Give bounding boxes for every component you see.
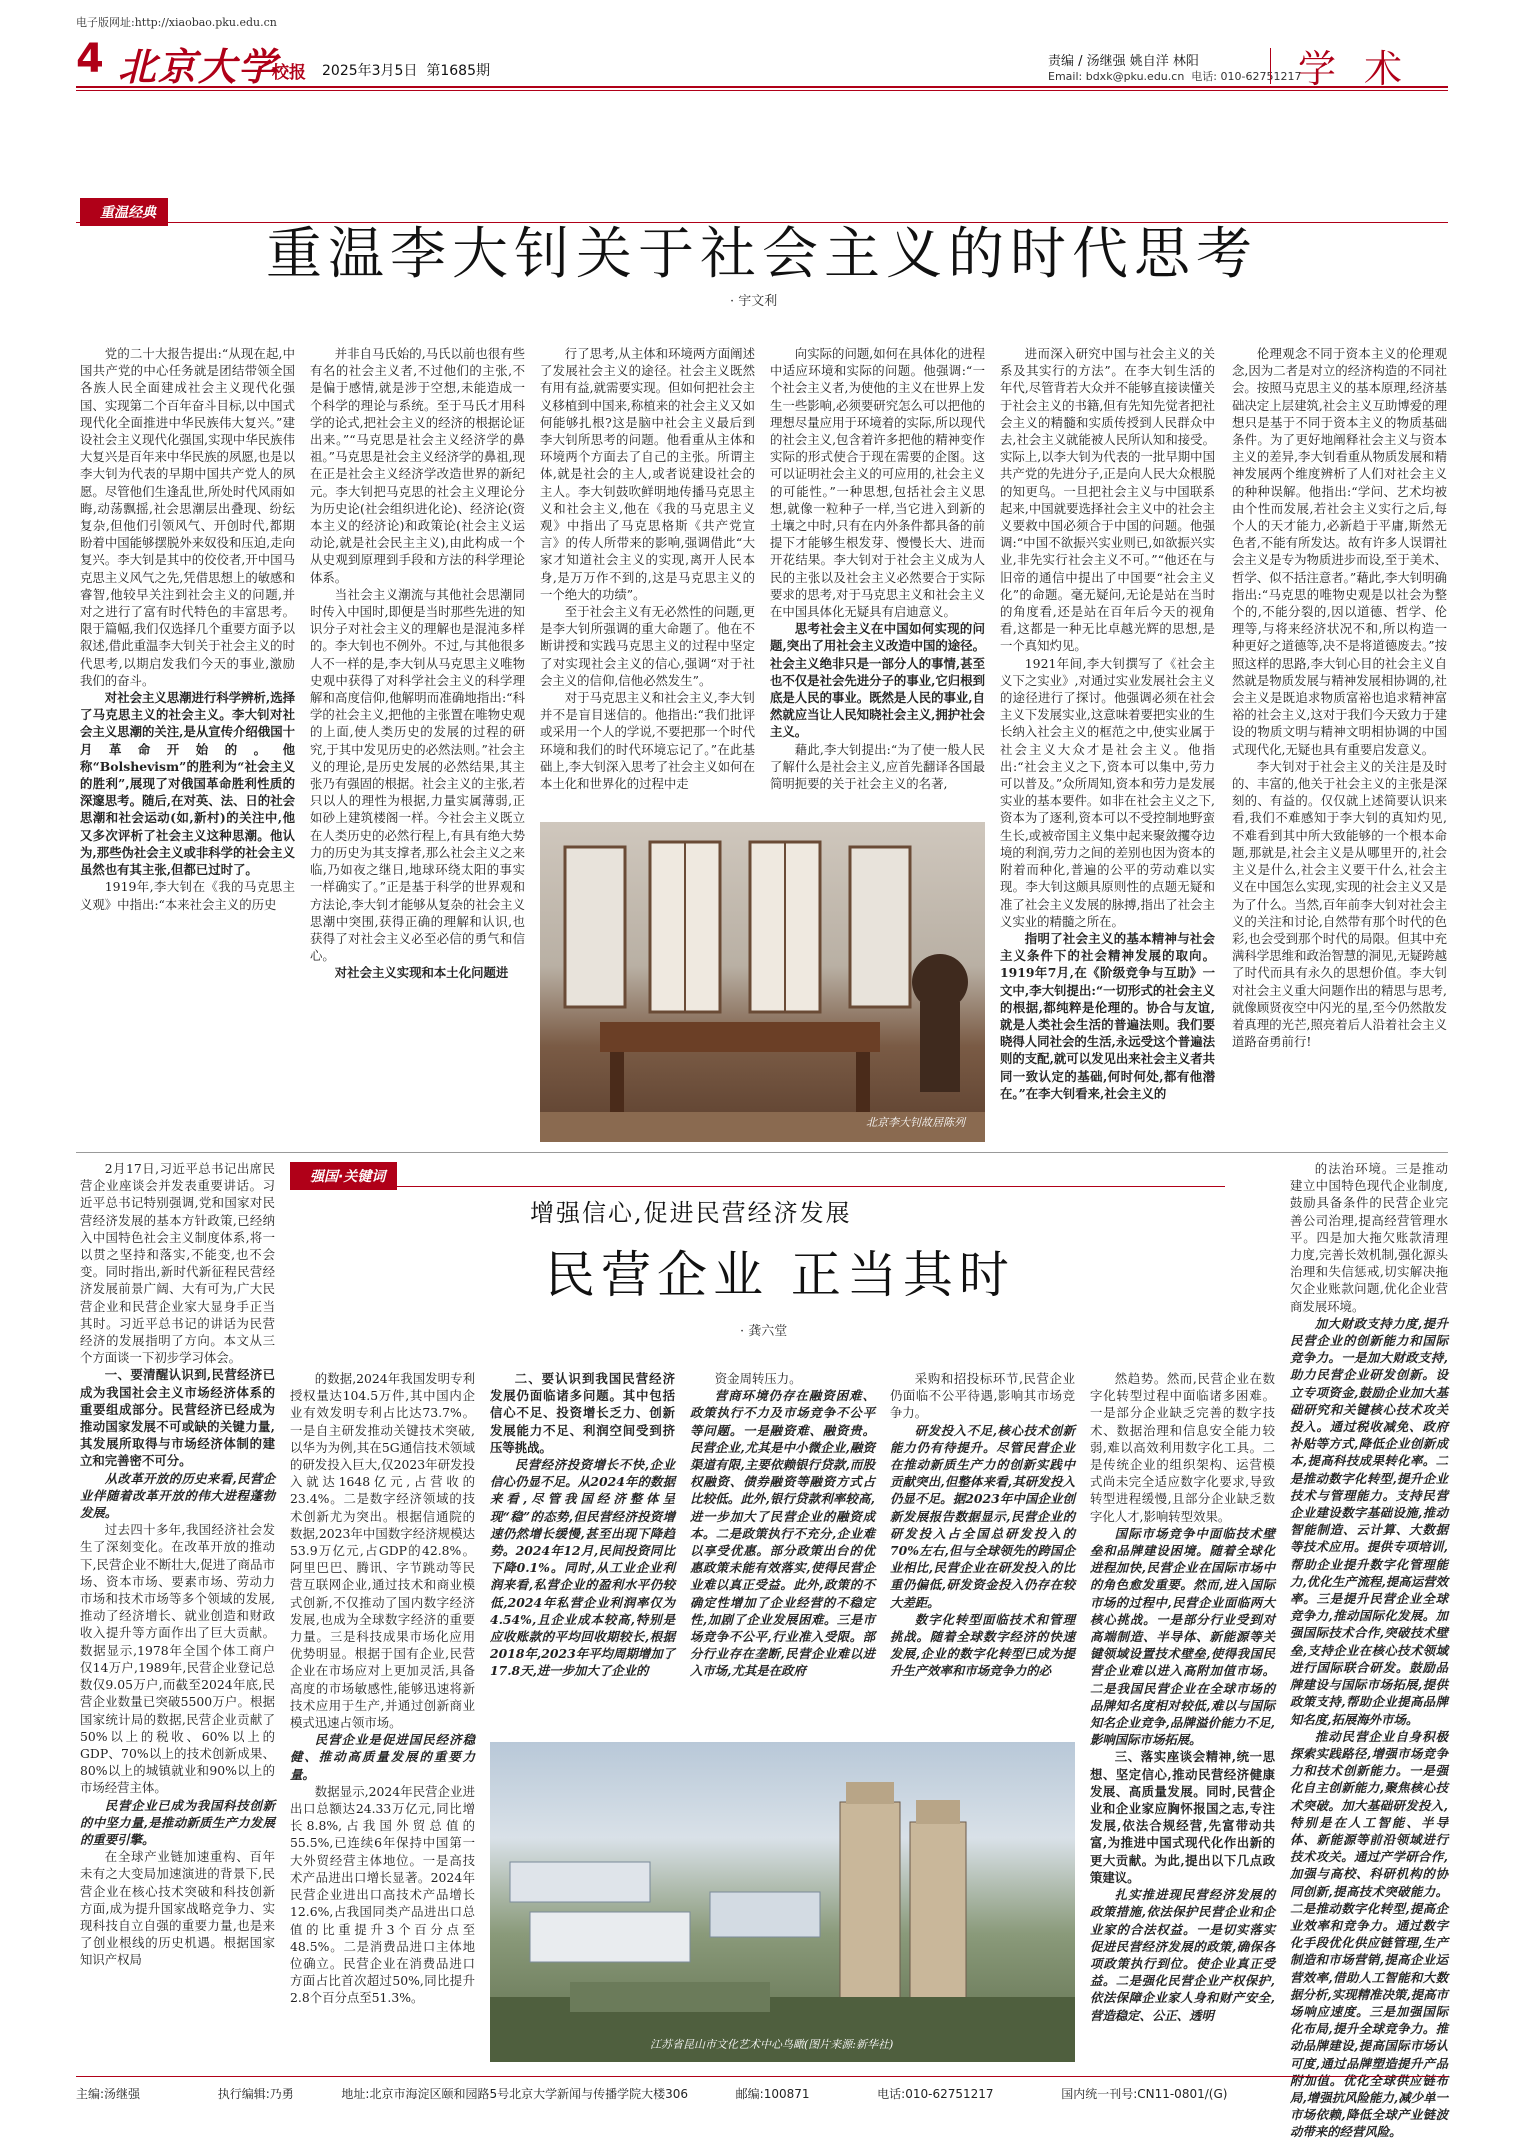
paragraph: 1921年间,李大钊撰写了《社会主义下之实业》,对通过实业发展社会主义的途径进行了探讨。他强调必须在社会主义下发展实业,这意味着要把实业的生长纳入社会主义的框范之中,使实业属于社会主义大众才是社会主义。他指出:“社会主义之下,资本可以集中,劳力可以普及。”众所周知,资本和劳力是发展实业的基本要件。如非在社会主义之下,资本为了逐利,资本可以不受控制地野蛮生长,或被帝国主义集中起来聚敛攫夺边境的利润,劳力之间的差别也因为资本的附着而种化,普遍的公平的劳动难以实现。李大钊这颇具原则性的点题无疑和准了社会主义发展的脉搏,指出了社会主义实业的精髓之所在。 xyxy=(1000,655,1215,929)
issue-number: 第1685期 xyxy=(426,63,490,79)
article2-photo xyxy=(490,1742,1075,2062)
article1-col5 xyxy=(1000,345,1215,1102)
paragraph: 向实际的问题,如何在具体化的进程中适应环境和实际的问题。他强调:“一个社会主义者,为使他的主义在世界上发生一些影响,必须要研究怎么可以把他的理想尽量应用于环境着的实际,所以现代的社会主义,包含着许多把他的精神变作实际的形式使合于现在需要的企图。这可以证明社会主义的可应用的,社会主义的可能性。”一种思想,包括社会主义思想,就像一粒种子一样,当它进入到新的土壤之中时,只有在内外条件都具备的前提下才能够生根发芽、慢慢长大、进而开花结果。李大钊对于社会主义成为人民的主张以及社会主义必然要合于实际要求的思考,对于马克思主义和社会主义在中国具体化无疑具有启迪意义。 xyxy=(770,346,985,620)
paragraph: 营商环境仍存在融资困难、政策执行不力及市场竞争不公平等问题。一是融资难、融资贵。民营企业,尤其是中小微企业,融资渠道有限,主要依赖银行贷款,而股权融资、债券融资等融资方式占比较低。此外,银行贷款利率较高,进一步加大了民营企业的融资成本。二是政策执行不充分,企业难以享受优惠。部分政策出台的优惠政策未能有效落实,使得民营企业难以真正受益。此外,政策的不确定性增加了企业经营的不稳定性,加剧了企业发展困难。三是市场竞争不公平,行业准入受限。部分行业存在垄断,民营企业难以进入市场,尤其是在政府 xyxy=(690,1388,875,1679)
paragraph: 对社会主义实现和本土化问题进 xyxy=(334,965,509,981)
paragraph: 1919年,李大钊在《我的马克思主义观》中指出:“本来社会主义的历史 xyxy=(80,879,295,912)
footer xyxy=(76,2085,1448,2102)
paragraph: 过去四十多年,我国经济社会发生了深刻变化。在改革开放的推动下,民营企业不断壮大,促进了商品市场、资本市场、要素市场、劳动力市场和技术市场等多个领域的发展,推动了经济增长、就业创造和财政收入提升等方面作出了巨大贡献。数据显示,1978年全国个体工商户仅14万户,1989年,民营企业登记总数仅9.05万户,而截至2024年底,民营企业数量已突破5500万户。根据国家统计局的数据,民营企业贡献了50%以上的税收、60%以上的GDP、70%以上的技术创新成果、80%以上的城镇就业和90%以上的市场经营主体。 xyxy=(80,1522,275,1796)
paragraph: 加大财政支持力度,提升民营企业的创新能力和国际竞争力。一是加大财政支持,助力民营企业研发创新。设立专项资金,鼓励企业加大基础研究和关键核心技术攻关投入。通过税收减免、政府补贴等方式,降低企业创新成本,提高科技成果转化率。二是推动数字化转型,提升企业技术与管理能力。支持民营企业建设数字基础设施,推动智能制造、云计算、大数据等技术应用。提供专项培训,帮助企业提升数字化管理能力,优化生产流程,提高运营效率。三是提升民营企业全球竞争力,推动国际化发展。加强国际技术合作,突破技术壁垒,支持企业在核心技术领域进行国际联合研发。鼓励品牌建设与国际市场拓展,提供政策支持,帮助企业提高品牌知名度,拓展海外市场。 xyxy=(1290,1315,1448,1727)
article1-col1 xyxy=(80,345,295,913)
paragraph: 推动民营企业自身积极探索实践路径,增强市场竞争力和技术创新能力。一是强化自主创新能力,聚焦核心技术突破。加大基础研发投入,特别是在人工智能、半导体、新能源等前沿领域进行技术攻关。通过产学研合作,加强与高校、科研机构的协同创新,提高技术突破能力。二是推动数字化转型,提高企业效率和竞争力。通过数字化手段优化供应链管理,生产制造和市场营销,提高企业运营效率,借助人工智能和大数据分析,实现精准决策,提高市场响应速度。三是加强国际化布局,提升全球竞争力。推动品牌建设,提高国际市场认可度,通过品牌塑造提升产品附加值。优化全球供应链布局,增强抗风险能力,减少单一市场依赖,降低全球产业链波动带来的经营风险。 xyxy=(1290,1728,1448,2140)
paragraph: 采购和招投标环节,民营企业仍面临不公平待遇,影响其市场竞争力。 xyxy=(890,1371,1075,1421)
article2-col1 xyxy=(80,1160,275,1969)
masthead-divider xyxy=(1270,48,1271,84)
paragraph: 李大钊对于社会主义的关注是及时的、丰富的,他关于社会主义的主张是深刻的、有益的。仅仅就上述简要认识来看,我们不难感知于李大钊的真知灼见,不难看到其中所大致能够的一个根本命题,那就是,社会主义是从哪里开的,社会主义是什么,社会主义要干什么,社会主义在中国怎么实现,实现的社会主义又是为了什么。当然,百年前李大钊对社会主义的关注和讨论,自然带有那个时代的色彩,也会受到那个时代的局限。但其中充满科学思维和政治智慧的洞见,无疑跨越了时代而具有永久的思想价值。李大钊对社会主义重大问题作出的精思与思考,就像顾贤夜空中闪光的星,至今仍然散发着真理的光芒,照亮着后人沿着社会主义道路奋勇前行! xyxy=(1232,758,1447,1050)
city-aerial-illustration xyxy=(490,1742,1075,2062)
paper-logo: 北京大学 xyxy=(118,44,279,89)
footer-executive-editor: 执行编辑:乃勇 xyxy=(217,2087,294,2101)
article1-photo-caption: 北京李大钊故居陈列 xyxy=(866,1116,965,1129)
page-editors: 责编 / 汤继强 姚自洋 林阳 xyxy=(1048,54,1199,69)
paragraph: 的数据,2024年我国发明专利授权量达104.5万件,其中国内企业有效发明专利占比达73.7%。一是自主研发推动关键技术突破,以华为为例,其在5G通信技术领域的研发投入巨大,仅2023年研发投入就达1648亿元,占营收的23.4%。二是数字经济领域的技术创新尤为突出。根据信通院的数据,2023年中国数字经济规模达53.9万亿元,占GDP的42.8%。阿里巴巴、腾讯、字节跳动等民营互联网企业,通过技术和商业模式创新,不仅推动了国内数字经济发展,也成为全球数字经济的重要力量。三是科技成果市场化应用优势明显。根据于国有企业,民营企业在市场应对上更加灵活,具备高度的市场敏感性,能够迅速将新技术应用于生产,并通过创新商业模式迅速占领市场。 xyxy=(290,1371,475,1731)
masthead-rule xyxy=(76,86,1448,88)
article2-subtitle: 增强信心,促进民营经济发展 xyxy=(530,1199,852,1227)
paragraph: 进而深入研究中国与社会主义的关系及其实行的方法”。在李大钊生活的年代,尽管背若大众并不能够直接读懂关于社会主义的书籍,但有先知先觉者把社会主义的精髓和实质传授到人民群众中去,社会主义就能被人民所认知和接受。实际上,以李大钊为代表的一批早期中国共产党的先进分子,正是向人民大众根脱的知更鸟。一旦把社会主义与中国联系起来,中国就要选择社会主义中的社会主义要救中国必须合于中国的问题。他强调:“中国不欲振兴实业则已,如欲振兴实业,非先实行社会主义不可。”“他还在与旧帝的通信中提出了中国要“社会主义化”的命题。毫无疑问,无论是站在当时的角度看,还是站在百年后今天的视角看,这都是一种无比卓越光辉的思想,是一个真知灼见。 xyxy=(1000,346,1215,654)
article2-col4 xyxy=(690,1370,875,1680)
paragraph: 国际市场竞争中面临技术壁垒和品牌建设困境。随着全球化进程加快,民营企业在国际市场中的角色愈发重要。然而,进入国际市场的过程中,民营企业面临两大核心挑战。一是部分行业受到对高端制造、半导体、新能源等关键领域设置技术壁垒,使得我国民营企业难以进入高附加值市场。二是我国民营企业在全球市场的品牌知名度相对较低,难以与国际知名企业竞争,品牌溢价能力不足,影响国际市场拓展。 xyxy=(1090,1525,1275,1748)
dateline xyxy=(322,60,490,80)
article2-tag-rule xyxy=(290,1186,1225,1187)
paragraph: 行了思考,从主体和环境两方面阐述了发展社会主义的途径。社会主义既然有用有益,就需要实现。但如何把社会主义移植到中国来,称植来的社会主义又如何能够扎根?这是脑中社会主义最后到李大钊所思考的问题。他看重从主体和环境两个方面去了自己的主张。所谓主体,就是社会的主人,或者说建设社会的主人。李大钊鼓吹鲜明地传播马克思主义和社会主义,他在《我的马克思主义观》中指出了马克思格斯《共产党宣言》的传人所带来的影响,强调借此“大家才知道社会主义的实现,离开人民本身,是万万作不到的,这是马克思主义的一个绝大的功绩”。 xyxy=(540,346,755,602)
article1-author: · 宇文利 xyxy=(730,294,778,309)
article1-title: 重温李大钊关于社会主义的时代思考 xyxy=(266,222,1258,287)
paper-type: 校报 xyxy=(272,63,306,83)
article1-tag: 重温经典 xyxy=(80,198,168,226)
page-number: 4 xyxy=(76,36,104,82)
paragraph: 研发投入不足,核心技术创新能力仍有待提升。尽管民营企业在推动新质生产力的创新实践中贡献突出,但整体来看,其研发投入仍显不足。据2023年中国企业创新发展报告数据显示,民营企业的研发投入占全国总研发投入的70%左右,但与全球领先的跨国企业相比,民营企业在研发投入的比重仍偏低,研发资金投入仍存在较大差距。 xyxy=(890,1422,1075,1610)
article2-col3 xyxy=(490,1370,675,1680)
paragraph: 思考社会主义在中国如何实现的问题,突出了用社会主义改造中国的途径。社会主义绝非只是一部分人的事情,甚至也不仅是社会先进分子的事业,它归根到底是人民的事业。既然是人民的事业,自然就应当让人民知晓社会主义,拥护社会主义。 xyxy=(770,621,985,740)
paragraph: 指明了社会主义的基本精神与社会主义条件下的社会精神发展的取向。1919年7月,在《阶级竞争与互助》一文中,李大钊提出:“一切形式的社会主义的根据,都纯粹是伦理的。协合与友谊,就是人类社会生活的普遍法则。我们要晓得人同社会的生活,永远受这个普遍法则的支配,就可以发见出来社会主义者共同一致认定的基础,何时何处,都有他潜在。”在李大钊看来,社会主义的 xyxy=(1000,930,1215,1101)
footer-phone: 电话:010-62751217 xyxy=(877,2087,994,2101)
paragraph: 数据显示,2024年民营企业进出口总额达24.33万亿元,同比增长8.8%,占我国外贸总值的55.5%,已连续6年保持中国第一大外贸经营主体地位。一是高技术产品进出口增长显著。2024年民营企业进出口高技术产品增长12.6%,占我国同类产品进出口总值的比重提升3个百分点至48.5%。二是消费品进口主体地位确立。民营企业在消费品进口方面占比首次超过50%,同比提升2.8个百分点至51.3%。 xyxy=(290,1783,475,2006)
paragraph: 并非自马氏始的,马氏以前也很有些有名的社会主义者,不过他们的主张,不是偏于感情,就是涉于空想,未能造成一个科学的理论与系统。至于马氏才用科学的论式,把社会主义的经济的根据论证出来。”“马克思是社会主义经济学的鼻祖。”马克思是社会主义经济学的鼻祖,现在正是社会主义经济学改造世界的新纪元。李大钊把马克思的社会主义理论分为历史论(社会组织进化论)、经济论(资本主义的经济论)和政策论(社会主义运动论,就是社会民主主义),由此构成一个从史观到原理到手段和方法的科学理论体系。 xyxy=(310,346,525,585)
paragraph: 在全球产业链加速重构、百年未有之大变局加速演进的背景下,民营企业在核心技术突破和科技创新方面,成为提升国家战略竞争力、实现科技自立自强的重要力量,也是来了创业根线的历史机遇。根据国家知识产权局 xyxy=(80,1849,275,1968)
article2-title: 民营企业 正当其时 xyxy=(545,1246,1015,1304)
paragraph: 至于社会主义有无必然性的问题,更是李大钊所强调的重大命题了。他在不断讲授和实践马克思主义的过程中坚定了对实现社会主义的信心,强调“对于社会主义的信仰,信他必然发生”。 xyxy=(540,604,755,688)
paragraph: 一、要清醒认识到,民营经济已成为我国社会主义市场经济体系的重要组成部分。民营经济已经成为推动国家发展不可或缺的关键力量,其发展所取得与市场经济体制的建立和完善密不可分。 xyxy=(80,1367,275,1469)
article1-col2 xyxy=(310,345,525,982)
paragraph: 数字化转型面临技术和管理挑战。随着全球数字经济的快速发展,企业的数字化转型已成为提升生产效率和市场竞争力的必 xyxy=(890,1611,1075,1679)
article2-col2 xyxy=(290,1370,475,2007)
paragraph: 民营经济投资增长不快,企业信心仍显不足。从2024年的数据来看,尽管我国经济整体呈现“稳”的态势,但民营经济投资增速仍然增长缓慢,甚至出现下降趋势。2024年12月,民间投资同比下降0.1%。同时,从工业企业利润来看,私营企业的盈利水平仍较低,2024年私营企业利润率仅为4.54%,且企业成本较高,特别是应收账款的平均回收期较长,根据2018年,2023年平均周期增加了17.8天,进一步加大了企业的 xyxy=(490,1457,675,1679)
page-contact xyxy=(1048,68,1301,84)
article2-col7 xyxy=(1290,1160,1448,2141)
paragraph: 伦理观念不同于资本主义的伦理观念,因为二者是对立的经济构造的不同社会。按照马克思主义的基本原理,经济基础决定上层建筑,社会主义互助博爱的理想只是基于不同于资本主义的物质基础条件。为了更好地阐释社会主义与资本主义的差异,李大钊看重从物质发展和精神发展两个维度辨析了人们对社会主义的种种误解。他指出:“学问、艺术均被由个性而发展,若社会主义实行之后,每个人的天才能力,必新趋于平庸,斯然无色者,不能有所发达。故有许多人误谓社会主义是专为物质进步而设,至于美术、哲学、似不括注意者。”藉此,李大钊明确指出:“马克思的唯物史观是以社会为整个的,不能分裂的,因以道德、哲学、伦理等,与将来经济状况不和,所以构造一种更好之道德等,决不是将道德废去。”按照这样的思路,李大钊心目的社会主义自然就是物质发展与精神发展相协调的,社会主义是既追求物质富裕也追求精神富裕的社会主义,这对于我们今天致力于建设的物质文明与精神文明相协调的中国式现代化,无疑也具有重要启发意义。 xyxy=(1232,346,1447,757)
paragraph: 的法治环境。三是推动建立中国特色现代企业制度,鼓励具备条件的民营企业完善公司治理,提高经营管理水平。四是加大拖欠账款清理力度,完善长效机制,强化源头治理和失信惩戒,切实解决拖欠企业账款问题,优化企业营商发展环境。 xyxy=(1290,1161,1448,1314)
footer-address: 地址:北京市海淀区颐和园路5号北京大学新闻与传播学院大楼306 xyxy=(341,2087,688,2101)
paragraph: 民营企业是促进国民经济稳健、推动高质量发展的重要力量。 xyxy=(290,1732,475,1782)
paragraph: 当社会主义潮流与其他社会思潮同时传入中国时,即便是当时那些先进的知识分子对社会主义的理解也是混沌多样的。李大钊也不例外。不过,与其他很多人不一样的是,李大钊从马克思主义唯物史观中获得了对科学社会主义的科学理解和高度信仰,他解明而准确地指出:“科学的社会主义,把他的主张置在唯物史观的上面,使人类历史的发展的过程的研究,于其中发见历史的必然法则。”社会主义的理论,是历史发展的必然结果,其主张乃有强固的根据。社会主义的主张,若只以人的理性为根据,力量实属薄弱,正如砂上建筑楼阁一样。今社会主义既立在人类历史的必然行程上,有具有绝大势力的历史为其支撑者,那么社会主义之来临,乃如夜之继日,地球环绕太阳的事实一样确实了。”正是基于科学的世界观和方法论,李大钊才能够从复杂的社会主义思潮中突围,获得正确的理解和认识,也获得了对社会主义必至必信的勇气和信心。 xyxy=(310,586,525,964)
study-room-illustration xyxy=(540,822,985,1142)
footer-issn: 国内统一刊号:CN11-0801/(G) xyxy=(1061,2087,1228,2101)
contact-email: Email: bdxk@pku.edu.cn xyxy=(1048,70,1185,83)
footer-chief-editor: 主编:汤继强 xyxy=(76,2087,141,2101)
issue-date: 2025年3月5日 xyxy=(322,63,418,79)
article2-tag: 强国·关键词 xyxy=(290,1162,397,1190)
paragraph: 藉此,李大钊提出:“为了使一般人民了解什么是社会主义,应首先翻译各国最简明扼要的关于社会主义的名著, xyxy=(770,741,985,792)
paragraph: 扎实推进现民营经济发展的政策措施,依法保护民营企业和企业家的合法权益。一是切实落实促进民营经济发展的政策,确保各项政策执行到位。使企业真正受益。二是强化民营企业产权保护,依法保障企业家人身和财产安全,营造稳定、公正、透明 xyxy=(1090,1887,1275,2023)
paragraph: 资金周转压力。 xyxy=(714,1371,802,1386)
article1-col4 xyxy=(770,345,985,792)
paragraph: 三、落实座谈会精神,统一思想、坚定信心,推动民营经济健康发展、高质量发展。同时,民营企业和企业家应胸怀报国之志,专注发展,依法合规经营,先富带动共富,为推进中国式现代化作出新的更大贡献。为此,提出以下几点政策建议。 xyxy=(1090,1749,1275,1885)
paragraph: 对于马克思主义和社会主义,李大钊并不是盲目迷信的。他指出:“我们批评或采用一个人的学说,不要把那一个时代环境和我们的时代环境忘记了。”在此基础上,李大钊深入思考了社会主义如何在本土化和世界化的过程中走 xyxy=(540,690,755,792)
site-url: 电子版网址:http://xiaobao.pku.edu.cn xyxy=(76,16,277,29)
paragraph: 民营企业已成为我国科技创新的中坚力量,是推动新质生产力发展的重要引擎。 xyxy=(80,1797,275,1847)
masthead-rule-thin xyxy=(76,90,1448,91)
article2-col5 xyxy=(890,1370,1075,1680)
footer-rule xyxy=(76,2076,1448,2077)
article1-photo xyxy=(540,822,985,1142)
article2-author: · 龚六堂 xyxy=(740,1324,788,1339)
paragraph: 党的二十大报告提出:“从现在起,中国共产党的中心任务就是团结带领全国各族人民全面建成社会主义现代化强国、实现第二个百年奋斗目标,以中国式现代化全面推进中华民族伟大复兴。”建设社会主义现代化强国,实现中华民族伟大复兴是百年来中华民族的夙愿,也是以李大钊为代表的早期中国共产党人的夙愿。尽管他们生逢乱世,所处时代风雨如晦,动荡飘摇,社会思潮层出叠现、纷纭复杂,但他们引领风气、开创时代,都期盼着中国能够摆脱外来奴役和压迫,走向复兴。李大钊是其中的佼佼者,开中国马克思主义风气之先,凭借思想上的敏感和睿智,他较早关注到社会主义的问题,并对之进行了富有时代特色的丰富思考。限于篇幅,我们仅选择几个重要方面予以叙述,借此重温李大钊关于社会主义的时代思考,以期启发我们今天的事业,激励我们的奋斗。 xyxy=(80,346,295,688)
article1-col3 xyxy=(540,345,755,792)
footer-postcode: 邮编:100871 xyxy=(735,2087,810,2101)
article-divider xyxy=(76,1152,1448,1153)
paragraph: 2月17日,习近平总书记出席民营企业座谈会并发表重要讲话。习近平总书记特别强调,党和国家对民营经济发展的基本方针政策,已经纳入中国特色社会主义制度体系,将一以贯之坚持和落实,不能变,也不会变。同时指出,新时代新征程民营经济发展前景广阔、大有可为,广大民营企业和民营企业家大显身手正当其时。习近平总书记的讲话为民营经济的发展指明了方向。本文从三个方面谈一下初步学习体会。 xyxy=(80,1161,275,1366)
paragraph: 从改革开放的历史来看,民营企业伴随着改革开放的伟大进程蓬勃发展。 xyxy=(80,1470,275,1521)
article2-photo-caption: 江苏省昆山市文化艺术中心鸟瞰(图片来源:新华社) xyxy=(650,2038,894,2051)
article1-col6 xyxy=(1232,345,1447,1050)
paragraph: 对社会主义思潮进行科学辨析,选择了马克思主义的社会主义。李大钊对社会主义思潮的关注,是从宣传介绍俄国十月革命开始的。他称“Bolshevism”的胜利为“社会主义的胜利”,展现了对俄国革命胜利性质的深邃思考。随后,在对英、法、日的社会思潮和社会运动(如,新村)的关注中,他又多次评析了社会主义这种思潮。他认为,那些伪社会主义或非科学的社会主义虽然也有其主张,但都已过时了。 xyxy=(80,690,295,878)
paragraph: 然趋势。然而,民营企业在数字化转型过程中面临诸多困难。一是部分企业缺乏完善的数字技术、数据治理和信息安全能力较弱,难以高效利用数字化工具。二是传统企业的组织架构、运营模式尚未完全适应数字化要求,导致转型进程缓慢,且部分企业缺乏数字化人才,影响转型效果。 xyxy=(1090,1371,1275,1524)
contact-phone: 电话: 010-62751217 xyxy=(1191,70,1302,83)
paragraph: 二、要认识到我国民营经济发展仍面临诸多问题。其中包括信心不足、投资增长乏力、创新发展能力不足、利润空间受到挤压等挑战。 xyxy=(490,1371,675,1455)
section-title: 学术 xyxy=(1298,47,1431,91)
article2-col6 xyxy=(1090,1370,1275,2024)
